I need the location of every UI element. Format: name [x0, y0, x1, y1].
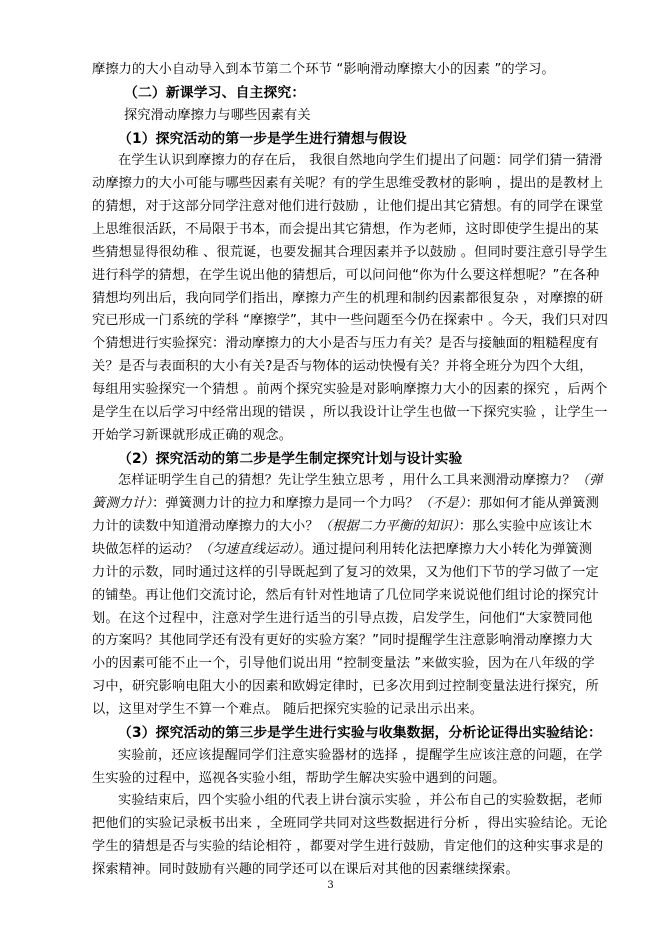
text-line: 动摩擦力的大小可能与哪些因素有关呢？有的学生思维受教材的影响 ，提出的是教材上: [92, 176, 604, 192]
text-line: 力计的读数中知道滑动摩擦力的大小？（根据二力平衡的知识）：那么实验中应该让木: [92, 519, 593, 535]
page-number: 3: [327, 880, 334, 891]
text-line: 小的因素可能不止一个，引导他们说出用 “控制变量法 ”来做实验，因为在八年级的学: [92, 656, 595, 672]
text-line: 的铺垫。再让他们交流讨论，然后有针对性地请了几位同学来说说他们组讨论的探究计: [92, 587, 599, 603]
subsection-title: 探究滑动摩擦力与哪些因素有关: [124, 107, 311, 123]
section-heading: （二）新课学习、自主探究：: [124, 84, 306, 101]
text-line: 上思维很活跃，不局限于书本，而会提出其它猜想，作为老师，这时即使学生提出的某: [92, 222, 599, 237]
text-line: 些猜想显得很幼稚 、很荒诞，也要发掘其合理因素并予以鼓励 。但同时要注意引导学生: [92, 244, 608, 260]
text-line: 簧测力计）：弹簧测力计的拉力和摩擦力是同一个力吗？（不是）：那如何才能从弹簧测: [92, 496, 599, 512]
text-line: 怎样证明学生自己的猜想？先让学生独立思考 ，用什么工具来测滑动摩擦力？（弹: [118, 473, 603, 489]
text-line: 力计的示数，同时通过这样的引导既起到了复习的效果，又为他们下节的学习做了一定: [92, 564, 599, 580]
step-heading: （2）探究活动的第二步是学生制定探究计划与设计实验: [118, 450, 463, 467]
step-heading: （3）探究活动的第三步是学生进行实验与收集数据，分析论证得出实验结论：: [118, 724, 602, 741]
text-line: 在学生认识到摩擦力的存在后， 我很自然地向学生们提出了问题：同学们猜一猜滑: [118, 153, 603, 169]
text-line: 的方案吗？其他同学还有没有更好的实验方案？”同时提醒学生注意影响滑动摩擦力大: [92, 633, 593, 649]
text-line: 是学生在以后学习中经常出现的错误 ，所以我设计让学生也做一下探究实验 ，让学生一: [92, 404, 608, 420]
text-line: 关？是否与表面积的大小有关?是否与物体的运动快慢有关？并将全班分为四个大组，: [92, 359, 593, 375]
text-line: 实验结束后，四个实验小组的代表上讲台演示实验 ，并公布自己的实验数据，老师: [118, 793, 603, 809]
text-line: 以，这里对学生不算一个难点。 随后把探究实验的记录出示出来。: [92, 702, 484, 717]
text-line: 猜想均列出后，我向同学们指出，摩擦力产生的机理和制约因素都很复杂 ，对摩擦的研: [92, 290, 604, 306]
text-line: 把他们的实验记录板书出来 ，全班同学共同对这些数据进行分析 ，得出实验结论。无论: [92, 816, 608, 832]
step-heading: （1）探究活动的第一步是学生进行猜想与假设: [118, 130, 407, 147]
text-line: 生实验的过程中，巡视各实验小组，帮助学生解决实验中遇到的问题。: [92, 770, 506, 786]
text-line: 每组用实验探究一个猜想 。前两个探究实验是对影响摩擦力大小的因素的探究 ，后两个: [92, 382, 608, 397]
text-line: 个猜想进行实验探究：滑动摩擦力的大小是否与压力有关？是否与接触面的粗糙程度有: [92, 336, 599, 352]
text-line: 探索精神。同时鼓励有兴趣的同学还可以在课后对其他的因素继续探索。: [92, 862, 519, 877]
text-line: 划。在这个过程中，注意对学生进行适当的引导点拨，启发学生，问他们“大家赞同他: [92, 610, 593, 626]
text-line: 开始学习新课就形成正确的观念。: [92, 427, 293, 443]
text-line: 究已形成一门系统的学科 “摩擦学”，其中一些问题至今仍在探索中 。今天，我们只对四: [92, 313, 609, 329]
text-line: 实验前，还应该提醒同学们注意实验器材的选择 ，提醒学生应该注意的问题，在学: [118, 747, 603, 763]
text-line: 进行科学的猜想，在学生说出他的猜想后，可以问问他“你为什么要这样想呢？”在各种: [92, 267, 600, 283]
text-line: 块做怎样的运动？（匀速直线运动）。通过提问利用转化法把摩擦力大小转化为弹簧测: [92, 542, 593, 557]
text-line: 的猜想，对于这部分同学注意对他们进行鼓励 ，让他们提出其它猜想。有的同学在课堂: [92, 199, 604, 215]
text-line: 学生的猜想是否与实验的结论相符 ，都要对学生进行鼓励，肯定他们的这种实事求是的: [92, 839, 604, 855]
text-line: 摩擦力的大小自动导入到本节第二个环节 “影响滑动摩擦大小的因素 ”的学习。: [92, 62, 555, 77]
text-line: 习中，研究影响电阻大小的因素和欧姆定律时，已多次用到过控制变量法进行探究，所: [92, 679, 599, 695]
